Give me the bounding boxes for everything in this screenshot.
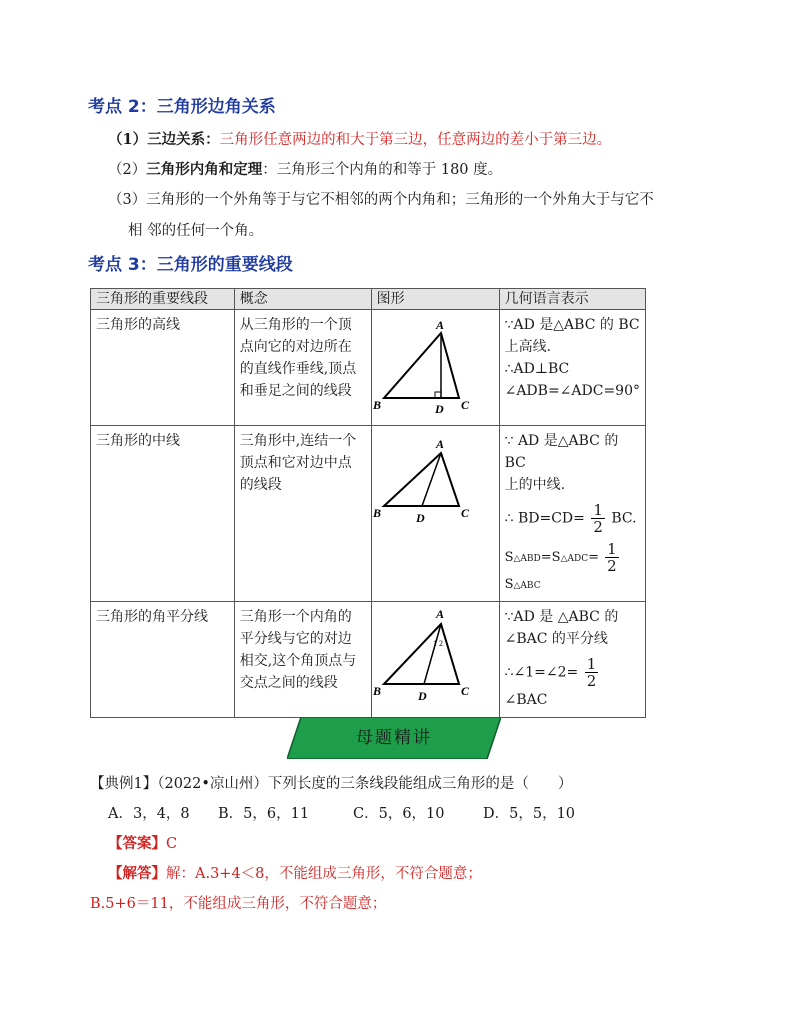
geo-text: = <box>588 550 600 565</box>
geo-text: ∴∠1=∠2= <box>504 664 579 681</box>
answer-label: 【答案】 <box>108 835 166 852</box>
table-row <box>91 426 646 602</box>
header-concept: 概念 <box>234 289 371 310</box>
solution-line1 <box>108 862 482 883</box>
label-c: C <box>460 398 469 412</box>
table-header-row <box>91 289 646 310</box>
median-triangle-svg <box>372 426 489 574</box>
row-name: 三角形的角平分线 <box>91 602 235 718</box>
label-d: D <box>417 689 427 703</box>
row-geometry <box>499 602 645 718</box>
altitude-triangle-svg <box>372 310 489 418</box>
answer-value: C <box>166 836 178 852</box>
row-geometry <box>499 310 645 426</box>
fraction-half <box>591 502 605 535</box>
row-concept: 三角形中,连结一个顶点和它对边中点的线段 <box>234 426 371 602</box>
header-geometry: 几何语言表示 <box>499 289 645 310</box>
banner-label: 母题精讲 <box>356 728 432 748</box>
median-figure <box>371 426 499 602</box>
row-name: 三角形的高线 <box>91 310 235 426</box>
geo-text: BC. <box>611 510 637 527</box>
fraction-numerator: 1 <box>593 501 603 519</box>
geo-line-fraction <box>505 656 640 711</box>
label-c: C <box>460 506 469 520</box>
header-segment: 三角形的重要线段 <box>91 289 235 310</box>
label-a: A <box>435 437 444 451</box>
section2-heading: 考点 2：三角形边角关系 <box>88 97 276 117</box>
geo-line: ∠BAC 的平分线 <box>504 631 608 647</box>
fraction-denominator: 2 <box>586 672 597 690</box>
label-2: 2 <box>438 639 443 648</box>
answer-line <box>108 832 177 853</box>
table-row <box>91 310 646 426</box>
bisector-triangle-svg <box>372 602 489 710</box>
option-b: B．5，6，11 <box>218 806 310 822</box>
fraction-numerator: 1 <box>607 540 617 558</box>
fraction-numerator: 1 <box>586 655 597 673</box>
fraction-half <box>605 541 619 574</box>
options-row <box>108 802 648 822</box>
geo-line: ∠ADB=∠ADC=90° <box>504 383 640 399</box>
section3-heading: 考点 3：三角形的重要线段 <box>88 255 293 275</box>
label-a: A <box>435 607 444 621</box>
item2-text: ：三角形三个内角的和等于 180 度。 <box>262 162 503 178</box>
item2 <box>108 158 502 179</box>
geo-text: S <box>504 577 514 592</box>
key-segments-table <box>90 288 646 718</box>
example-title: 【典例1】（2022•凉山州）下列长度的三条线段能组成三角形的是（ ） <box>90 776 573 792</box>
item3-line1: （3）三角形的一个外角等于与它不相邻的两个内角和；三角形的一个外角大于与它不 <box>108 192 654 208</box>
fraction-denominator: 2 <box>607 557 617 575</box>
row-geometry <box>499 426 645 602</box>
label-d: D <box>434 402 444 416</box>
item1 <box>108 128 611 149</box>
geo-text: S <box>504 550 514 565</box>
solution-text: 解：A.3+4＜8，不能组成三角形，不符合题意； <box>166 866 482 882</box>
geo-line: ∵AD 是△ABC 的 BC <box>504 317 640 333</box>
label-b: B <box>372 398 381 412</box>
header-figure: 图形 <box>371 289 499 310</box>
fraction-denominator: 2 <box>593 518 603 536</box>
solution-label: 【解答】 <box>108 865 166 882</box>
option-c: C．5，6，10 <box>353 806 445 822</box>
option-a: A．3，4，8 <box>108 806 190 822</box>
label-b: B <box>372 684 381 698</box>
item1-prefix: （1）三边关系： <box>108 131 220 148</box>
row-concept: 从三角形的一个顶点向它的对边所在的直线作垂线,顶点和垂足之间的线段 <box>234 310 371 426</box>
row-concept: 三角形一个内角的平分线与它的对边相交,这个角顶点与交点之间的线段 <box>234 602 371 718</box>
item3-line2: 相 邻的任何一个角。 <box>128 223 264 239</box>
item2-term: 三角形内角和定理 <box>146 161 263 178</box>
label-c: C <box>460 684 469 698</box>
label-1: 1 <box>432 639 437 648</box>
label-d: D <box>415 511 425 525</box>
bisector-figure <box>371 602 499 718</box>
geo-line: 上高线. <box>504 339 552 355</box>
geo-line-area <box>505 541 640 597</box>
geo-line: ∵AD 是 △ABC 的 <box>504 609 619 625</box>
geo-line-fraction <box>505 502 640 535</box>
altitude-figure <box>371 310 499 426</box>
geo-line: ∴AD⊥BC <box>504 361 570 377</box>
item1-text: 三角形任意两边的和大于第三边，任意两边的差小于第三边。 <box>219 132 612 148</box>
geo-sub: △ADC <box>560 554 589 564</box>
label-a: A <box>435 318 444 332</box>
item2-prefix: （2） <box>108 162 147 178</box>
geo-sub: △ABD <box>513 554 541 564</box>
table-row <box>91 602 646 718</box>
label-b: B <box>372 506 381 520</box>
geo-sub: △ABC <box>513 581 541 591</box>
option-d: D．5，5，10 <box>483 806 576 822</box>
geo-text: ∠BAC <box>504 692 548 708</box>
fraction-half <box>585 656 599 689</box>
geo-line: ∵ AD 是△ABC 的 BC <box>504 433 619 471</box>
solution-line2: B.5+6＝11，不能组成三角形，不符合题意； <box>90 896 387 912</box>
row-name: 三角形的中线 <box>91 426 235 602</box>
geo-text: ∴ BD=CD= <box>504 510 585 527</box>
geo-text: =S <box>540 550 561 565</box>
geo-line: 上的中线. <box>504 477 566 493</box>
